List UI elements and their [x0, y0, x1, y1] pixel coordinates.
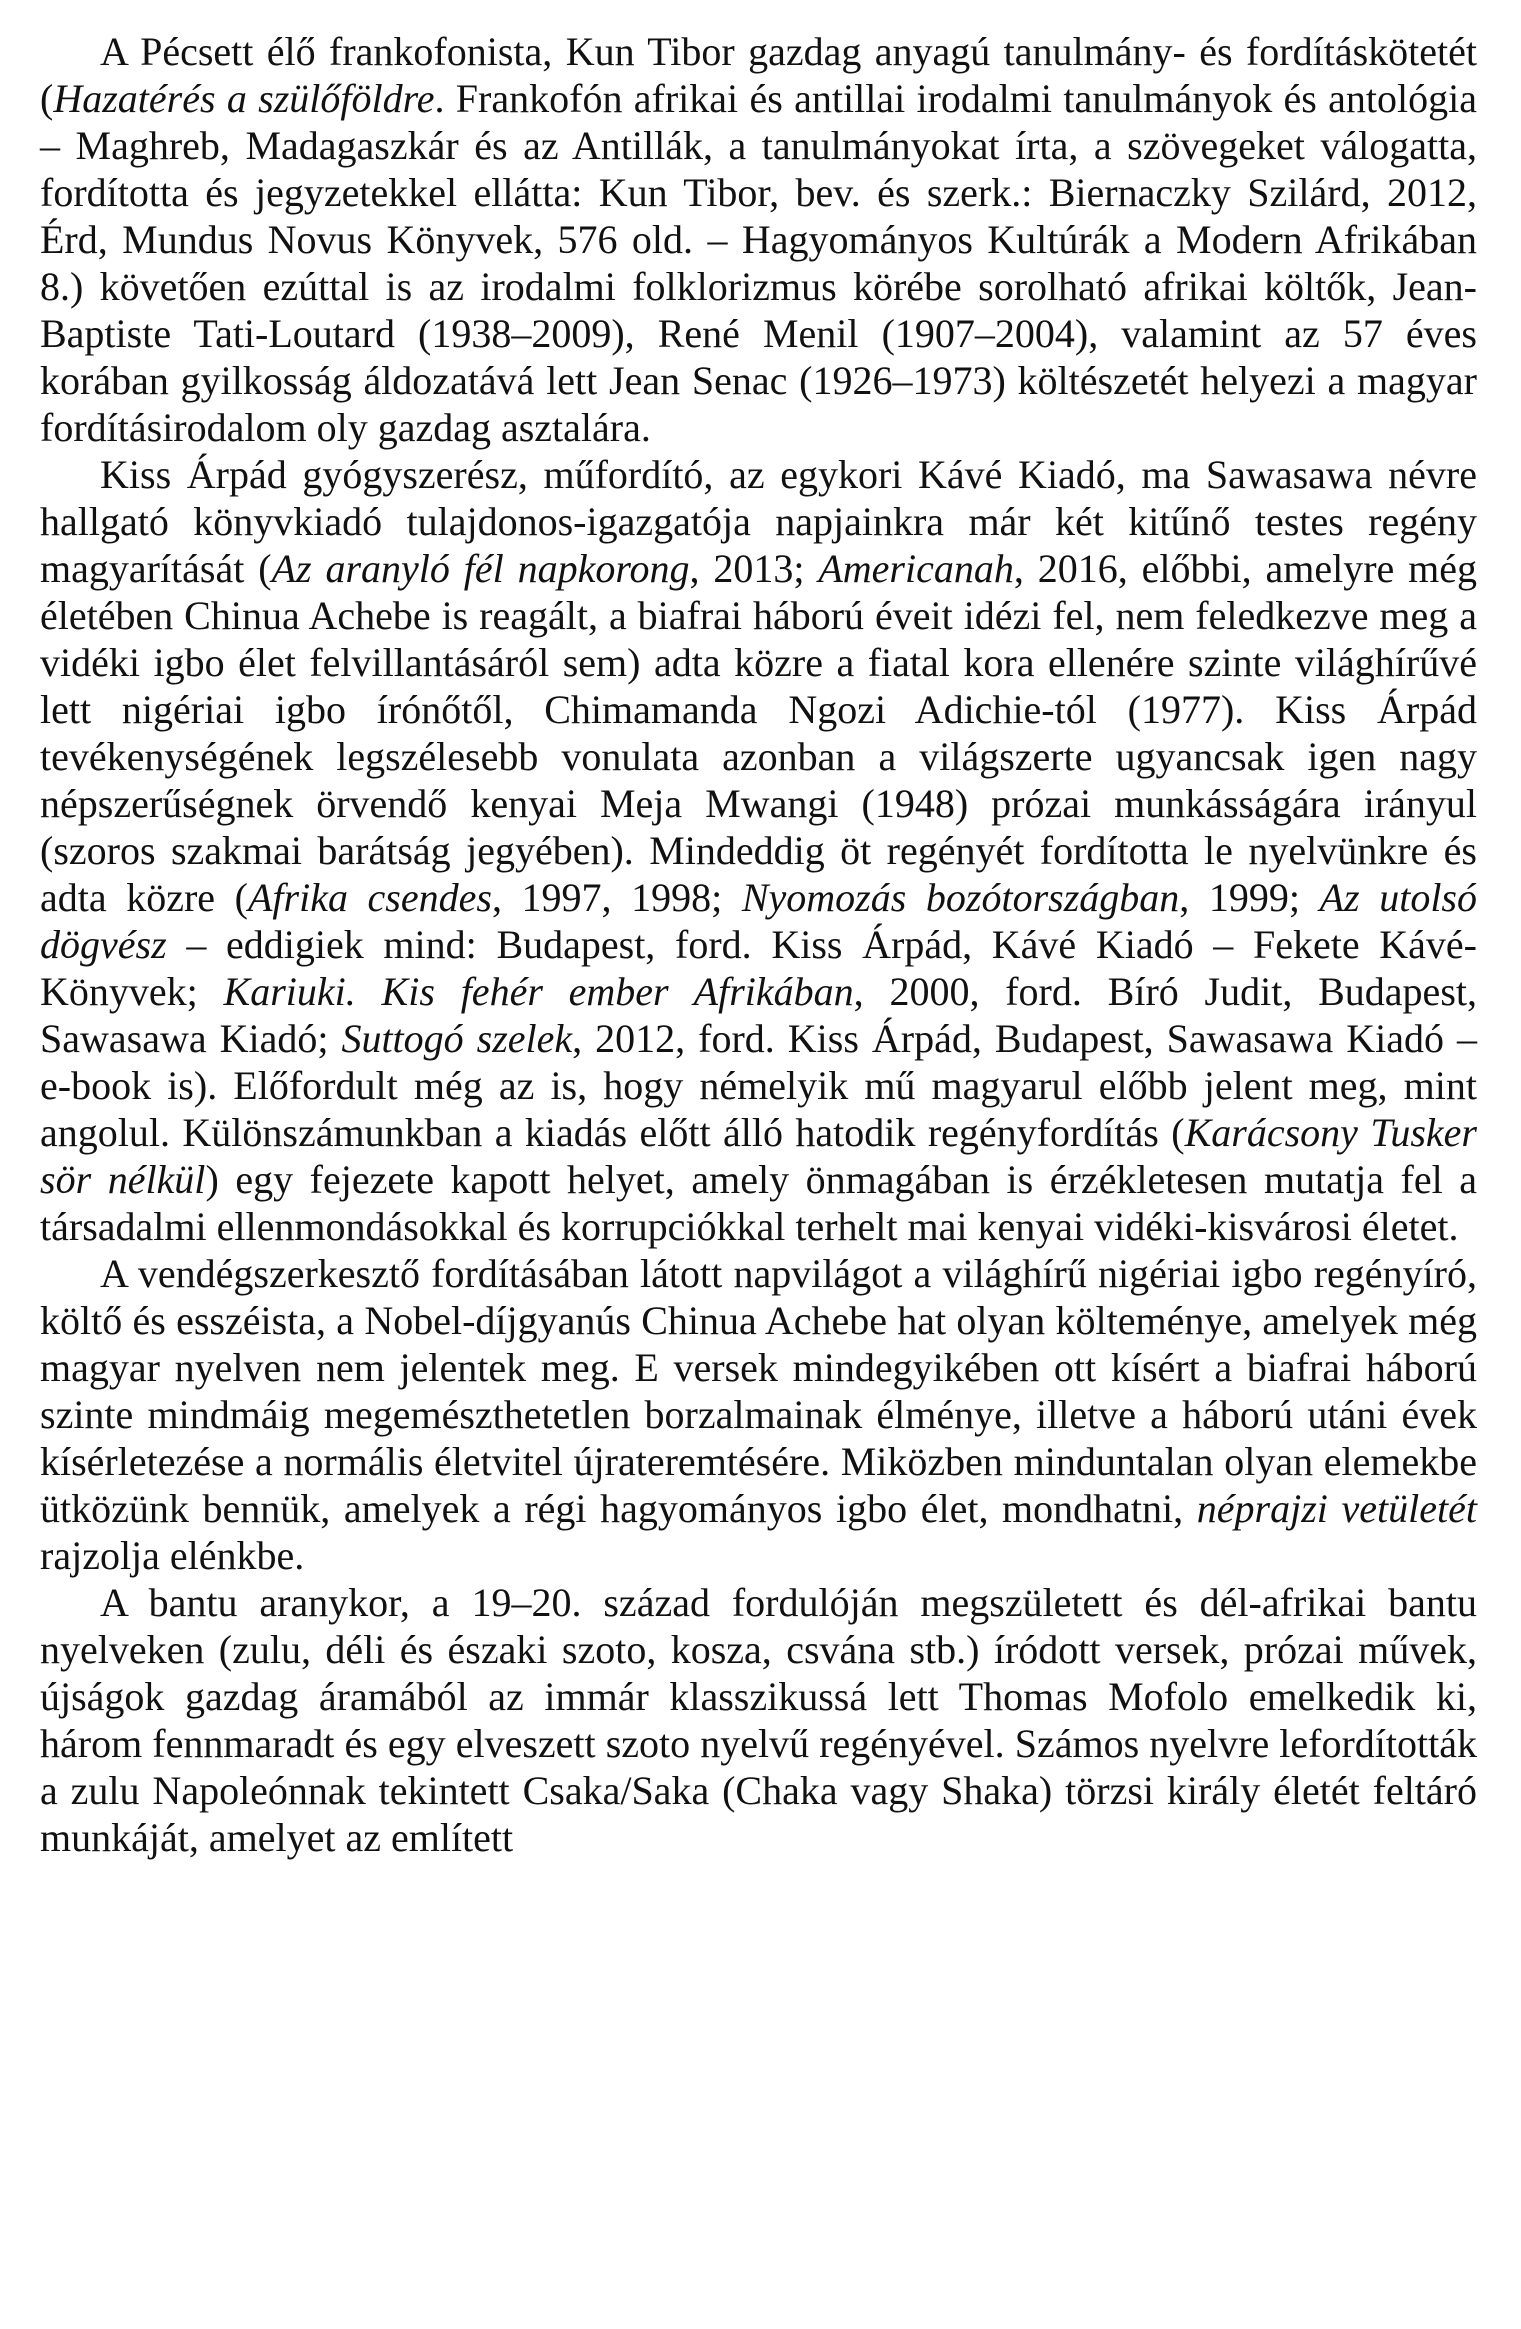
emphasis-neprajzi: néprajzi vetületét	[1196, 1486, 1477, 1531]
paragraph-4-text: A bantu aranykor, a 19–20. század fordulóján megszületett és dél-afrikai bantu nyelveken (zulu, déli és északi szoto, kosza, csvána stb.) íródott versek, prózai művek, újságok gazdag áramából az immár klasszikussá lett Thomas Mofolo emelkedik ki, három fennmaradt és egy elveszett szoto nyelvű regényével. Számos nyelvre lefordították a zulu Napoleónnak tekintett Csaka/Saka (Chaka vagy Shaka) törzsi király életét feltáró munkáját, amelyet az említett	[40, 1580, 1477, 1860]
paragraph-2-text: , 1999;	[1179, 875, 1320, 920]
paragraph-2-text: , 1997, 1998;	[491, 875, 742, 920]
book-title-hazateres: Hazatérés a szülőföldre	[53, 76, 435, 121]
paragraph-2-text: , 2000, ford. Bíró Judit, Budapest, Sawasawa Kiadó;	[40, 969, 1477, 1061]
paragraph-1-text: A Pécsett élő frankofonista, Kun Tibor gazdag anyagú tanulmány- és fordításkötetét (	[40, 29, 1477, 121]
book-title-afrika-csendes: Afrika csendes	[247, 875, 492, 920]
paragraph-2-text: , 2016, előbbi, amelyre még életében Chinua Achebe is reagált, a biafrai háború éveit idézi fel, nem feledkezve meg a vidéki igbo élet felvillantásáról sem) adta közre a fiatal kora ellenére szinte világhírűvé lett nigériai igbo írónőtől, Chimamanda Ngozi Adichie-tól (1977). Kiss Árpád tevékenységének legszélesebb vonulata azonban a világszerte ugyancsak igen nagy népszerűségnek örvendő kenyai Meja Mwangi (1948) prózai munkásságára irányul (szoros szakmai barátság jegyében). Mindeddig öt regényét fordította le nyelvünkre és adta közre (	[40, 546, 1478, 920]
paragraph-3-text: rajzolja elénkbe.	[40, 1533, 305, 1578]
paragraph-2-text: Kiss Árpád gyógyszerész, műfordító, az egykori Kávé Kiadó, ma Sawasawa névre hallgató könyvkiadó tulajdonos-igazgatója napjainkra már két kitűnő testes regény magyarítását (	[40, 452, 1477, 591]
paragraph-2-text: ) egy fejezete kapott helyet, amely önmagában is érzékletesen mutatja fel a társadalmi ellenmondásokkal és korrupciókkal terhelt mai kenyai vidéki-kisvárosi életet.	[40, 1157, 1478, 1249]
book-title-kariuki: Kariuki. Kis fehér ember Afrikában	[223, 969, 854, 1014]
paragraph-3	[40, 1250, 1477, 1579]
paragraph-2-text: – eddigiek mind: Budapest, ford. Kiss Árpád, Kávé Kiadó – Fekete Kávé-Könyvek;	[40, 922, 1477, 1014]
paragraph-3-text: A vendégszerkesztő fordításában látott napvilágot a világhírű nigériai igbo regényíró, költő és esszéista, a Nobel-díjgyanús Chinua Achebe hat olyan költeménye, amelyek még magyar nyelven nem jelentek meg. E versek mindegyikében ott kísért a biafrai háború szinte mindmáig megemészthetetlen borzalmainak élménye, illetve a háború utáni évek kísérletezése a normális életvitel újrateremtésére. Miközben minduntalan olyan elemekbe ütközünk bennük, amelyek a régi hagyományos igbo élet, mondhatni,	[40, 1251, 1477, 1531]
paragraph-2-text: , 2013;	[689, 546, 819, 591]
paragraph-1-text: . Frankofón afrikai és antillai irodalmi tanulmányok és antológia – Maghreb, Madagaszkár és az Antillák, a tanulmányokat írta, a szövegeket válogatta, fordította és jegyzetekkel ellátta: Kun Tibor, bev. és szerk.: Biernaczky Szilárd, 2012, Érd, Mundus Novus Könyvek, 576 old. – Hagyományos Kultúrák a Modern Afrikában 8.) követően ezúttal is az irodalmi folklorizmus körébe sorolható afrikai költők, Jean-Baptiste Tati-Loutard (1938–2009), René Menil (1907–2004), valamint az 57 éves korában gyilkosság áldozatává lett Jean Senac (1926–1973) költészetét helyezi a magyar fordításirodalom oly gazdag asztalára.	[40, 76, 1477, 450]
book-title-suttogo-szelek: Suttogó szelek	[341, 1016, 573, 1061]
paragraph-2	[40, 451, 1477, 1250]
paragraph-2-text: , 2012, ford. Kiss Árpád, Budapest, Sawasawa Kiadó – e-book is). Előfordult még az is, hogy némelyik mű magyarul előbb jelent meg, mint angolul. Különszámunkban a kiadás előtt álló hatodik regényfordítás (	[40, 1016, 1477, 1155]
book-title-aranylo: Az aranyló fél napkorong	[271, 546, 690, 591]
book-title-utolso-dogvesz: Az utolsó dögvész	[40, 875, 1477, 967]
book-title-nyomozas: Nyomozás bozótországban	[741, 875, 1180, 920]
paragraph-4	[40, 1579, 1477, 1861]
book-title-americanah: Americanah	[818, 546, 1014, 591]
book-title-karacsony: Karácsony Tusker sör nélkül	[40, 1110, 1477, 1202]
paragraph-1	[40, 28, 1477, 451]
